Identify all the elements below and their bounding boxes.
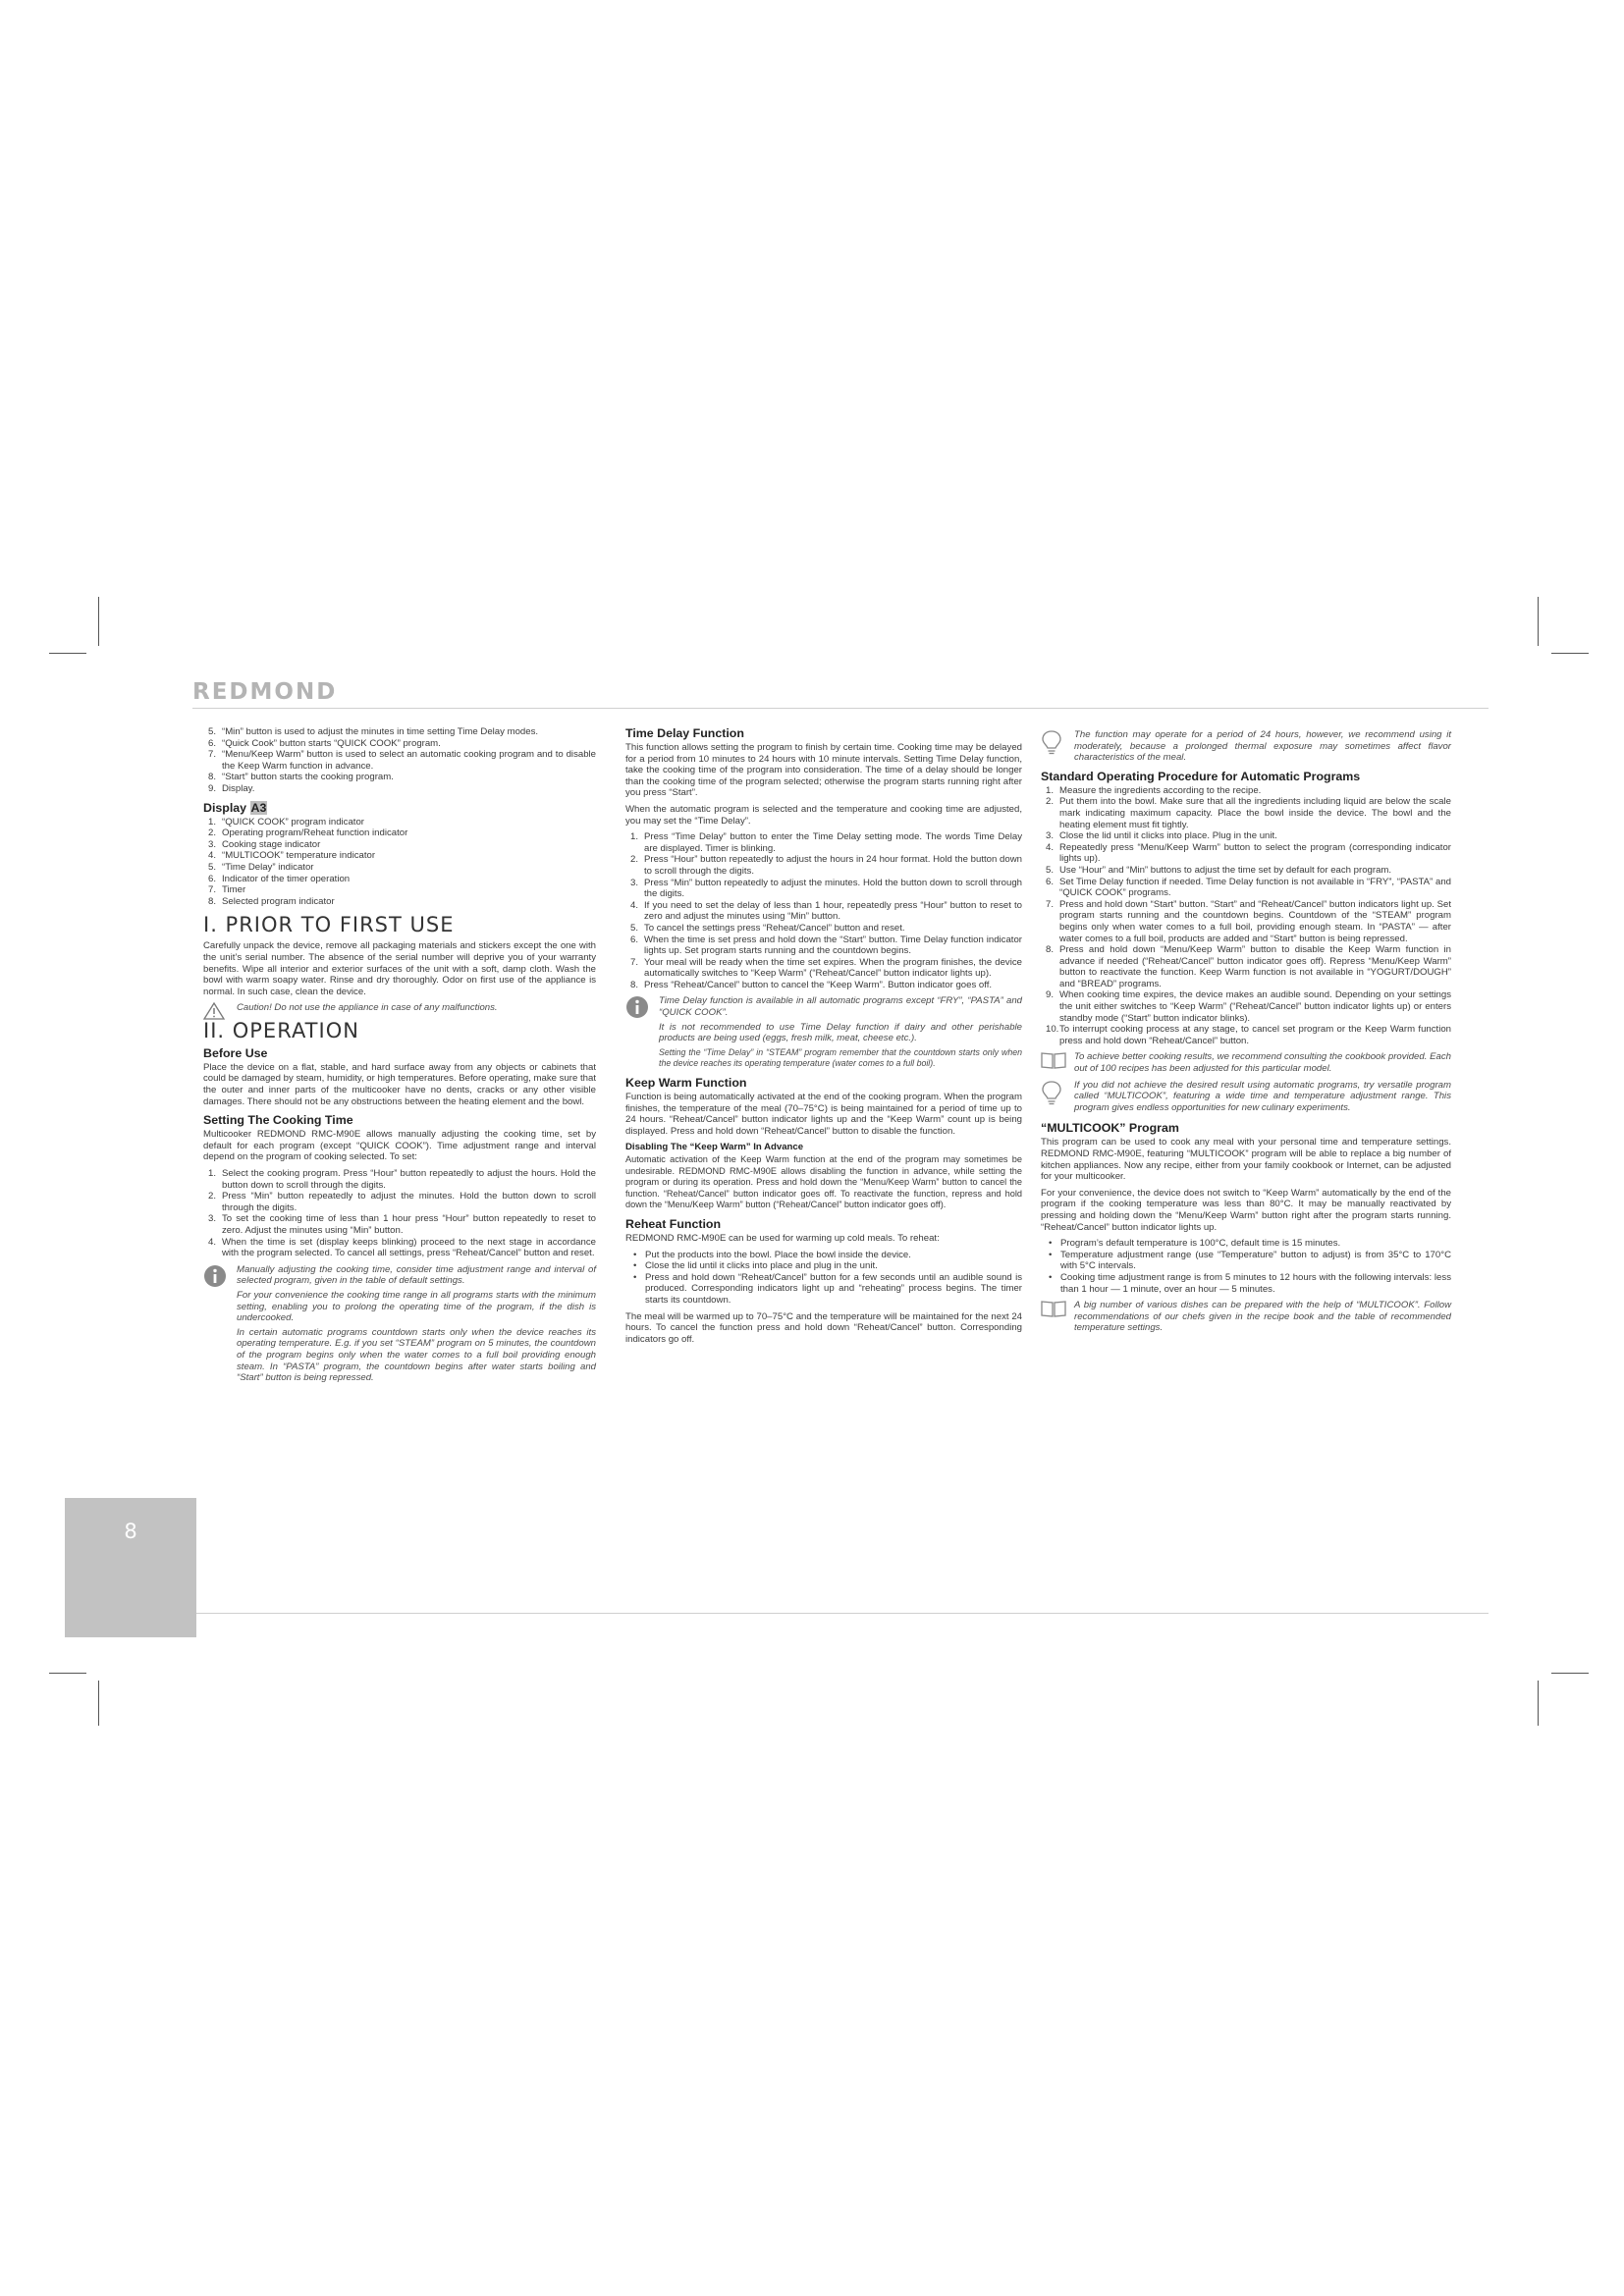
list-item <box>625 900 1022 923</box>
page-number-box <box>65 1498 196 1637</box>
list-item <box>203 874 596 885</box>
list-item-number: 9. <box>208 782 217 794</box>
list-item-text: Press “Min” button repeatedly to adjust the minutes. Hold the button down to scroll through the digits. <box>222 1191 596 1213</box>
list-item-number: 2. <box>630 854 639 866</box>
tip-1-text: The function may operate for a period of 24 hours, however, we recommend using it moderately, because a prolonged thermal exposure may sometimes affect flavor characteristics of the meal. <box>1074 729 1451 764</box>
list-item-text: When the time is set (display keeps blinking) proceed to the next stage in accordance with the program selected. To cancel all settings, press “Reheat/Cancel” button and reset. <box>222 1236 596 1259</box>
list-item-text: Your meal will be ready when the time set expires. When the program finishes, the device automatically switches to “Keep Warm” (“Reheat/Cancel” button indicator lights up). <box>644 956 1022 980</box>
list-item-text: Select the cooking program. Press “Hour” button repeatedly to adjust the hours. Hold the button down to scroll through the digits. <box>222 1168 596 1191</box>
list-item-number: 6. <box>1046 876 1055 887</box>
list-item <box>1041 785 1451 797</box>
keep-warm-heading: Keep Warm Function <box>625 1076 747 1091</box>
caution-text: Caution! Do not use the appliance in case of any malfunctions. <box>237 1002 498 1014</box>
list-item-number: 5. <box>208 726 217 737</box>
list-item-number: 5. <box>630 922 639 934</box>
list-item-text: Close the lid until it clicks into place. Plug in the unit. <box>1059 830 1277 842</box>
list-item-text: “Min” button is used to adjust the minutes in time setting Time Delay modes. <box>222 726 539 737</box>
list-item-number: 5. <box>1046 864 1055 876</box>
reheat-intro: REDMOND RMC-M90E can be used for warming up cold meals. To reheat: <box>625 1232 940 1244</box>
reheat-heading: Reheat Function <box>625 1216 722 1231</box>
list-item-text: Timer <box>222 884 246 896</box>
list-item-text: If you need to set the delay of less than 1 hour, repeatedly press “Hour” button to reset to zero and adjust the minutes using “Min” button. <box>644 899 1022 923</box>
sop-heading: Standard Operating Procedure for Automatic Programs <box>1041 769 1361 783</box>
list-item-text: Indicator of the timer operation <box>222 873 351 884</box>
list-item-text: “Menu/Keep Warm” button is used to select an automatic cooking program and to disable the Keep Warm function in advance. <box>222 749 596 772</box>
list-item-text: When cooking time expires, the device makes an audible sound. Depending on your settings the unit either switches to “Keep Warm” (“Reheat/Cancel” button indicator lights up) or enters standby mode (“Start” button indicator blinks). <box>1059 989 1451 1024</box>
list-item-number: 3. <box>1046 830 1055 842</box>
list-item <box>203 749 596 772</box>
list-item-text: Set Time Delay function if needed. Time Delay function is not available in “FRY”, “PASTA” and “QUICK COOK” programs. <box>1059 876 1451 899</box>
list-item <box>1041 989 1451 1024</box>
list-item-number: 1. <box>630 831 639 843</box>
crop-mark <box>98 597 99 646</box>
list-item <box>203 896 596 908</box>
list-item-text: To set the cooking time of less than 1 hour press “Hour” button repeatedly to reset to zero. Adjust the minutes using “Min” button. <box>222 1213 596 1236</box>
caution-note <box>203 1002 596 1014</box>
list-item <box>625 854 1022 877</box>
column-3 <box>1041 726 1451 1339</box>
multicook-text-1: This program can be used to cook any meal with your personal time and temperature settings. REDMOND RMC-M90E, featuring “MULTICOOK” program will be able to replace a big number of kitchen appliances. Now any recipe, either from your family cookbook or Internet, can be adjusted for your multicooker. <box>1041 1137 1451 1183</box>
header-rule <box>192 708 1489 709</box>
list-item-number: 8. <box>630 979 639 990</box>
list-item <box>1041 1024 1451 1046</box>
list-item <box>203 783 596 795</box>
list-item-number: 7. <box>208 749 217 761</box>
bullet-item: • Cooking time adjustment range is from 5 minutes to 12 hours with the following intervals: less than 1 hour — 1 minute, over an hour — 5 minutes. <box>1060 1272 1451 1295</box>
list-item-text: To cancel the settings press “Reheat/Cancel” button and reset. <box>644 922 905 934</box>
list-item <box>203 850 596 862</box>
page-number: 8 <box>124 1520 137 1543</box>
sop-steps <box>1041 785 1451 1047</box>
bullet-item: • Program’s default temperature is 100°C, default time is 15 minutes. <box>1060 1238 1451 1250</box>
td-note-3: Setting the “Time Delay” in “STEAM” program remember that the countdown starts only when the device reaches its operating temperature (water comes to a full boil). <box>659 1046 1022 1069</box>
bullet-item: • Temperature adjustment range (use “Temperature” button to adjust) is from 35°C to 170°C with 5°C intervals. <box>1060 1250 1451 1272</box>
time-delay-note <box>625 995 1022 1070</box>
bullet-item: • Press and hold down “Reheat/Cancel” button for a few seconds until an audible sound is produced. Corresponding indicators light up and “reheating” process begins. The timer starts its countdown. <box>645 1272 1022 1307</box>
bullet-item: • Close the lid until it clicks into place and plug in the unit. <box>645 1260 1022 1272</box>
list-item <box>625 923 1022 934</box>
reheat-steps <box>625 1250 1022 1307</box>
list-item <box>203 817 596 828</box>
list-item-number: 3. <box>208 838 217 850</box>
info-note <box>203 1264 596 1384</box>
list-item <box>1041 842 1451 865</box>
list-item-text: “QUICK COOK” program indicator <box>222 816 365 828</box>
list-item-number: 4. <box>208 850 217 862</box>
list-item <box>203 726 596 738</box>
list-item-number: 2. <box>1046 796 1055 808</box>
disabling-text: Automatic activation of the Keep Warm function at the end of the program may sometimes be undesirable. REDMOND RMC-M90E allows disabling the function in advance, while setting the program or during its operation. Press and hold down the “Menu/Keep Warm” button to cancel the function. “Reheat/Cancel” button indicator goes off. To reactivate the function, repress and hold down the “Menu/Keep Warm” button (“Reheat/Cancel” button indicator goes off). <box>625 1154 1022 1210</box>
list-item-text: Put them into the bowl. Make sure that all the ingredients including liquid are below the scale mark indicating maximum capacity. Place the bowl inside the device. The bowl and the heating element must fit tightly. <box>1059 796 1451 830</box>
list-item-number: 4. <box>208 1236 217 1248</box>
list-item <box>203 884 596 896</box>
crop-mark <box>1538 597 1539 646</box>
list-item-number: 4. <box>630 899 639 911</box>
list-item <box>625 957 1022 980</box>
tip-2-text: If you did not achieve the desired result using automatic programs, try versatile program called “MULTICOOK”, featuring a wide time and temperature adjustment range. This program gives endless opportunities for new culinary experiments. <box>1074 1079 1451 1113</box>
disabling-heading: Disabling The “Keep Warm” In Advance <box>625 1142 804 1153</box>
list-item <box>203 1237 596 1259</box>
info-note-2: For your convenience the cooking time range in all programs starts with the minimum setting, enabling you to prolong the operating time of the program, if the dish is undercooked. <box>237 1289 596 1324</box>
list-item-number: 3. <box>630 877 639 888</box>
list-item <box>1041 877 1451 899</box>
list-item <box>1041 865 1451 877</box>
list-item <box>203 862 596 874</box>
list-item <box>203 772 596 783</box>
list-item-number: 7. <box>208 884 217 896</box>
reheat-text: The meal will be warmed up to 70–75°C and the temperature will be maintained for the next 24 hours. To cancel the function press and hold down “Reheat/Cancel” button. Corresponding indicators go off. <box>625 1310 1022 1345</box>
list-item <box>625 934 1022 957</box>
list-item-text: “MULTICOOK” temperature indicator <box>222 850 376 862</box>
crop-mark <box>98 1681 99 1726</box>
book-icon <box>1041 1051 1066 1069</box>
list-item <box>203 839 596 851</box>
list-item-number: 5. <box>208 861 217 873</box>
list-item <box>203 1213 596 1236</box>
list-item <box>1041 899 1451 944</box>
list-item-text: Press and hold down “Menu/Keep Warm” button to disable the Keep Warm function in advance if needed (“Reheat/Cancel” button indicator goes off). Repress “Menu/Keep Warm” button to reactivate the function. Keep Warm function is not available in “YOGURT/DOUGH” and “BREAD” programs. <box>1059 944 1451 989</box>
brand-logo: REDMOND <box>192 679 338 705</box>
book-note-2-text: A big number of various dishes can be prepared with the help of “MULTICOOK”. Follow recommendations of our chefs given in the recipe book and the table of recommended temperature settings. <box>1074 1300 1451 1334</box>
lightbulb-icon <box>1041 1080 1062 1105</box>
crop-mark <box>1538 1681 1539 1726</box>
list-item-number: 1. <box>208 1168 217 1180</box>
book-note-2 <box>1041 1300 1451 1334</box>
td-note-1: Time Delay function is available in all automatic programs except “FRY”, “PASTA” and “QUICK COOK”. <box>659 995 1022 1019</box>
list-item-number: 9. <box>1046 989 1055 1001</box>
operation-heading: II. OPERATION <box>203 1018 359 1042</box>
display-heading <box>203 801 596 815</box>
list-item-number: 7. <box>1046 898 1055 910</box>
list-item-number: 4. <box>1046 841 1055 853</box>
info-icon <box>625 995 649 1019</box>
list-item-number: 6. <box>630 934 639 945</box>
multicook-list <box>1041 1238 1451 1295</box>
book-note-1 <box>1041 1051 1451 1074</box>
list-item-number: 8. <box>208 772 217 783</box>
list-item-text: Operating program/Reheat function indicator <box>222 828 408 839</box>
list-item-text: To interrupt cooking process at any stage, to cancel set program or the Keep Warm function press and hold down “Reheat/Cancel” button. <box>1059 1024 1451 1046</box>
td-note-2: It is not recommended to use Time Delay function if dairy and other perishable products are being used (eggs, fresh milk, meat, cheese etc.). <box>659 1021 1022 1044</box>
bullet-item: • Put the products into the bowl. Place the bowl inside the device. <box>645 1250 1022 1261</box>
list-item-text: Press “Reheat/Cancel” button to cancel the “Keep Warm”. Button indicator goes off. <box>644 979 993 990</box>
time-delay-text-1: This function allows setting the program to finish by certain time. Cooking time may be delayed for a period from 10 minutes to 24 hours with 10 minute intervals. Setting Time Delay function, take the cooking time of the program into consideration. The time of a delay should be longer than the cooking time of the program selected; otherwise the program starts running right after you press “Start”. <box>625 742 1022 799</box>
keep-warm-text: Function is being automatically activated at the end of the cooking program. When the program finishes, the temperature of the meal (70–75°C) is being maintained for a period of time up to 24 hours. “Reheat/Cancel” button indicator lights up and the “Keep Warm” count up is being displayed. Press and hold down “Reheat/Cancel” button to disable the function. <box>625 1092 1022 1137</box>
crop-mark <box>49 1673 86 1674</box>
list-item-number: 8. <box>1046 944 1055 956</box>
list-item-text: Press “Min” button repeatedly to adjust the minutes. Hold the button down to scroll through the digits. <box>644 877 1022 900</box>
crop-mark <box>1551 653 1589 654</box>
list-item-number: 6. <box>208 873 217 884</box>
list-item-text: When the time is set press and hold down the “Start” button. Time Delay function indicator lights up. Set program starts running and the countdown begins. <box>644 934 1022 957</box>
list-item-text: “Quick Cook” button starts “QUICK COOK” program. <box>222 737 441 749</box>
list-item <box>203 738 596 750</box>
book-icon <box>1041 1300 1066 1317</box>
warning-icon <box>203 1002 225 1020</box>
list-item-text: Repeatedly press “Menu/Keep Warm” button to select the program (corresponding indicator lights up). <box>1059 841 1451 865</box>
list-item-number: 2. <box>208 1191 217 1202</box>
time-delay-text-2: When the automatic program is selected and the temperature and cooking time are adjusted, you may set the “Time Delay”. <box>625 803 1022 827</box>
info-note-1: Manually adjusting the cooking time, consider time adjustment range and interval of selected program, given in the table of default settings. <box>237 1263 596 1287</box>
list-item-number: 2. <box>208 828 217 839</box>
column-1 <box>203 726 596 1389</box>
controls-list <box>203 726 596 795</box>
display-list <box>203 817 596 908</box>
before-use-text: Place the device on a flat, stable, and hard surface away from any objects or cabinets that could be damaged by steam, humidity, or high temperatures. Before operating, make sure that the outer and inner parts of the multicooker have no dents, cracks or any other visible damages. There should not be any obstructions between the heating element and the bowl. <box>203 1061 596 1107</box>
prior-text: Carefully unpack the device, remove all packaging materials and stickers except the one with the unit’s serial number. The absence of the serial number will deprive you of your warranty benefits. Wipe all interior and exterior surfaces of the unit with a soft, damp cloth. Wash the bowl with warm soapy water. Rinse and dry thoroughly. Odor on first use of the appliance is normal. In such case, clean the device. <box>203 940 596 997</box>
list-item <box>625 878 1022 900</box>
list-item-number: 3. <box>208 1213 217 1225</box>
list-item-text: Press and hold down “Start” button. “Start” and “Reheat/Cancel” button indicators light up. Set program starts running and the countdown begins. Countdown of the “STEAM” program begins only when water comes to a full boil, providing enough steam. In “PASTA” — after water comes to a full boil, products are added and “Start” button is being repressed. <box>1059 898 1451 944</box>
setting-time-heading: Setting The Cooking Time <box>203 1113 353 1128</box>
list-item-text: Use “Hour” and “Min” buttons to adjust the time set by default for each program. <box>1059 864 1392 876</box>
list-item-number: 1. <box>208 816 217 828</box>
multicook-heading: “MULTICOOK” Program <box>1041 1121 1179 1136</box>
list-item-text: Display. <box>222 782 255 794</box>
list-item-number: 7. <box>630 956 639 968</box>
prior-heading: I. PRIOR TO FIRST USE <box>203 913 455 937</box>
list-item <box>1041 830 1451 842</box>
list-item-number: 10. <box>1046 1024 1059 1036</box>
time-delay-steps <box>625 831 1022 990</box>
list-item <box>203 1191 596 1213</box>
setting-steps-list <box>203 1168 596 1259</box>
list-item-text: “Time Delay” indicator <box>222 861 314 873</box>
list-item <box>625 831 1022 854</box>
list-item <box>625 980 1022 991</box>
info-icon <box>203 1264 227 1288</box>
setting-time-text: Multicooker REDMOND RMC-M90E allows manually adjusting the cooking time, set by default for each program (except “QUICK COOK”). Time adjustment range and interval depend on the program of cooking selected. To set: <box>203 1129 596 1163</box>
list-item-number: 1. <box>1046 784 1055 796</box>
crop-mark <box>1551 1673 1589 1674</box>
list-item-number: 6. <box>208 737 217 749</box>
time-delay-heading: Time Delay Function <box>625 726 744 740</box>
list-item-text: Measure the ingredients according to the recipe. <box>1059 784 1262 796</box>
before-use-heading: Before Use <box>203 1045 268 1060</box>
tip-note-1 <box>1041 729 1451 764</box>
list-item-number: 8. <box>208 895 217 907</box>
tip-note-2 <box>1041 1080 1451 1114</box>
list-item <box>203 828 596 839</box>
list-item <box>1041 796 1451 830</box>
display-tag: A3 <box>250 800 267 815</box>
footer-rule <box>192 1613 1489 1614</box>
book-note-1-text: To achieve better cooking results, we recommend consulting the cookbook provided. Each out of 100 recipes has been adjusted for this particular model. <box>1074 1051 1451 1075</box>
display-heading-text: Display <box>203 800 247 815</box>
crop-mark <box>49 653 86 654</box>
multicook-text-2: For your convenience, the device does not switch to “Keep Warm” automatically by the end of the program if the cooking temperature was less than 80°C. It may be manually reactivated by pressing and holding down the “Menu/Keep Warm” button right after the program starts running. “Reheat/Cancel” button indicator lights up. <box>1041 1187 1451 1233</box>
list-item <box>1041 944 1451 989</box>
list-item <box>203 1168 596 1191</box>
info-note-3: In certain automatic programs countdown starts only when the device reaches its operating temperature. E.g. if you set “STEAM” program on 5 minutes, the countdown of the program begins only when the water comes to a full boil providing enough steam. In “PASTA” program, the countdown begins after water starts boiling and “Start” button is being repressed. <box>237 1326 596 1384</box>
column-2 <box>625 726 1022 1350</box>
list-item-text: Selected program indicator <box>222 895 335 907</box>
lightbulb-icon <box>1041 729 1062 755</box>
list-item-text: Cooking stage indicator <box>222 838 321 850</box>
list-item-text: Press “Time Delay” button to enter the Time Delay setting mode. The words Time Delay are displayed. Timer is blinking. <box>644 831 1022 854</box>
list-item-text: “Start” button starts the cooking program. <box>222 772 394 783</box>
list-item-text: Press “Hour” button repeatedly to adjust the hours in 24 hour format. Hold the button down to scroll through the digits. <box>644 854 1022 877</box>
